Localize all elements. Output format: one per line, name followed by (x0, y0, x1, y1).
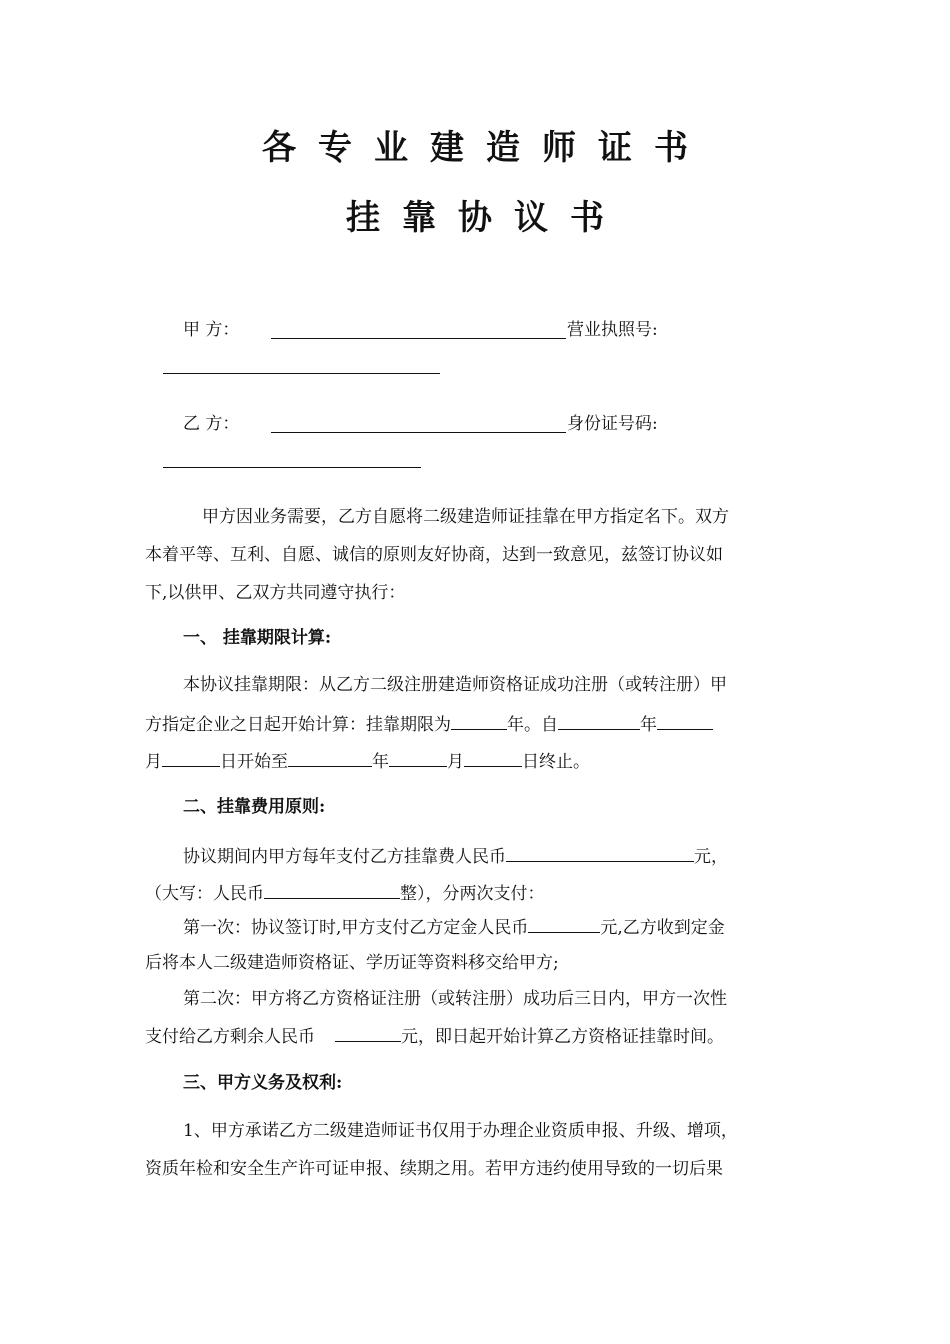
section2-line-1: 协议期间内甲方每年支付乙方挂靠费人民币 元， (183, 843, 728, 869)
party-b-blank (271, 432, 566, 433)
annual-fee-blank (506, 843, 694, 862)
party-a-blank (271, 338, 566, 339)
end-day-blank (464, 748, 522, 767)
deposit-blank (528, 914, 600, 933)
id-number-label: 身份证号码: (567, 414, 658, 434)
section1-line-2: 方指定企业之日起开始计算：挂靠期限为 年。自 年 (145, 711, 713, 737)
start-month-blank (657, 711, 713, 730)
term-years-blank (451, 711, 507, 730)
party-a-label: 甲 方： (183, 320, 240, 340)
start-year-blank (558, 711, 640, 730)
party-b-label: 乙 方： (183, 414, 240, 434)
fee-in-words-blank (264, 880, 400, 899)
section1-heading: 一、 挂靠期限计算: (183, 628, 332, 648)
start-day-blank (162, 748, 220, 767)
business-license-blank (163, 373, 440, 374)
remaining-fee-blank (335, 1023, 401, 1042)
section2-line-6: 支付给乙方剩余人民币 元，即日起开始计算乙方资格证挂靠时间。 (145, 1023, 724, 1049)
section3-line-2: 资质年检和安全生产许可证申报、续期之用。若甲方违约使用导致的一切后果 (145, 1159, 723, 1179)
section2-line-5: 第二次：甲方将乙方资格证注册（或转注册）成功后三日内，甲方一次性 (183, 989, 727, 1009)
section2-line-3: 第一次：协议签订时,甲方支付乙方定金人民币 元,乙方收到定金 (183, 914, 725, 940)
end-month-blank (389, 748, 447, 767)
end-year-blank (288, 748, 372, 767)
business-license-label: 营业执照号: (567, 320, 658, 340)
document-title-line1: 各专业建造师证书 (262, 128, 710, 168)
intro-line-3: 下,以供甲、乙双方共同遵守执行： (145, 583, 406, 603)
section3-heading: 三、甲方义务及权利: (183, 1073, 343, 1093)
section1-line-3: 月 日开始至 年 月 日终止。 (145, 748, 590, 774)
intro-line-2: 本着平等、互利、自愿、诚信的原则友好协商，达到一致意见，兹签订协议如 (145, 545, 723, 565)
section2-line-2: （大写：人民币 整），分两次支付： (145, 880, 545, 906)
section2-line-4: 后将本人二级建造师资格证、学历证等资料移交给甲方; (145, 953, 559, 973)
document-title-line2: 挂靠协议书 (346, 198, 626, 238)
intro-line-1: 甲方因业务需要，乙方自愿将二级建造师证挂靠在甲方指定名下。双方 (202, 507, 729, 527)
section3-line-1: 1、甲方承诺乙方二级建造师证书仅用于办理企业资质申报、升级、增项， (183, 1121, 738, 1141)
id-number-blank (163, 467, 421, 468)
section2-heading: 二、挂靠费用原则: (183, 797, 326, 817)
section1-line-1: 本协议挂靠期限：从乙方二级注册建造师资格证成功注册（或转注册）甲 (183, 675, 727, 695)
